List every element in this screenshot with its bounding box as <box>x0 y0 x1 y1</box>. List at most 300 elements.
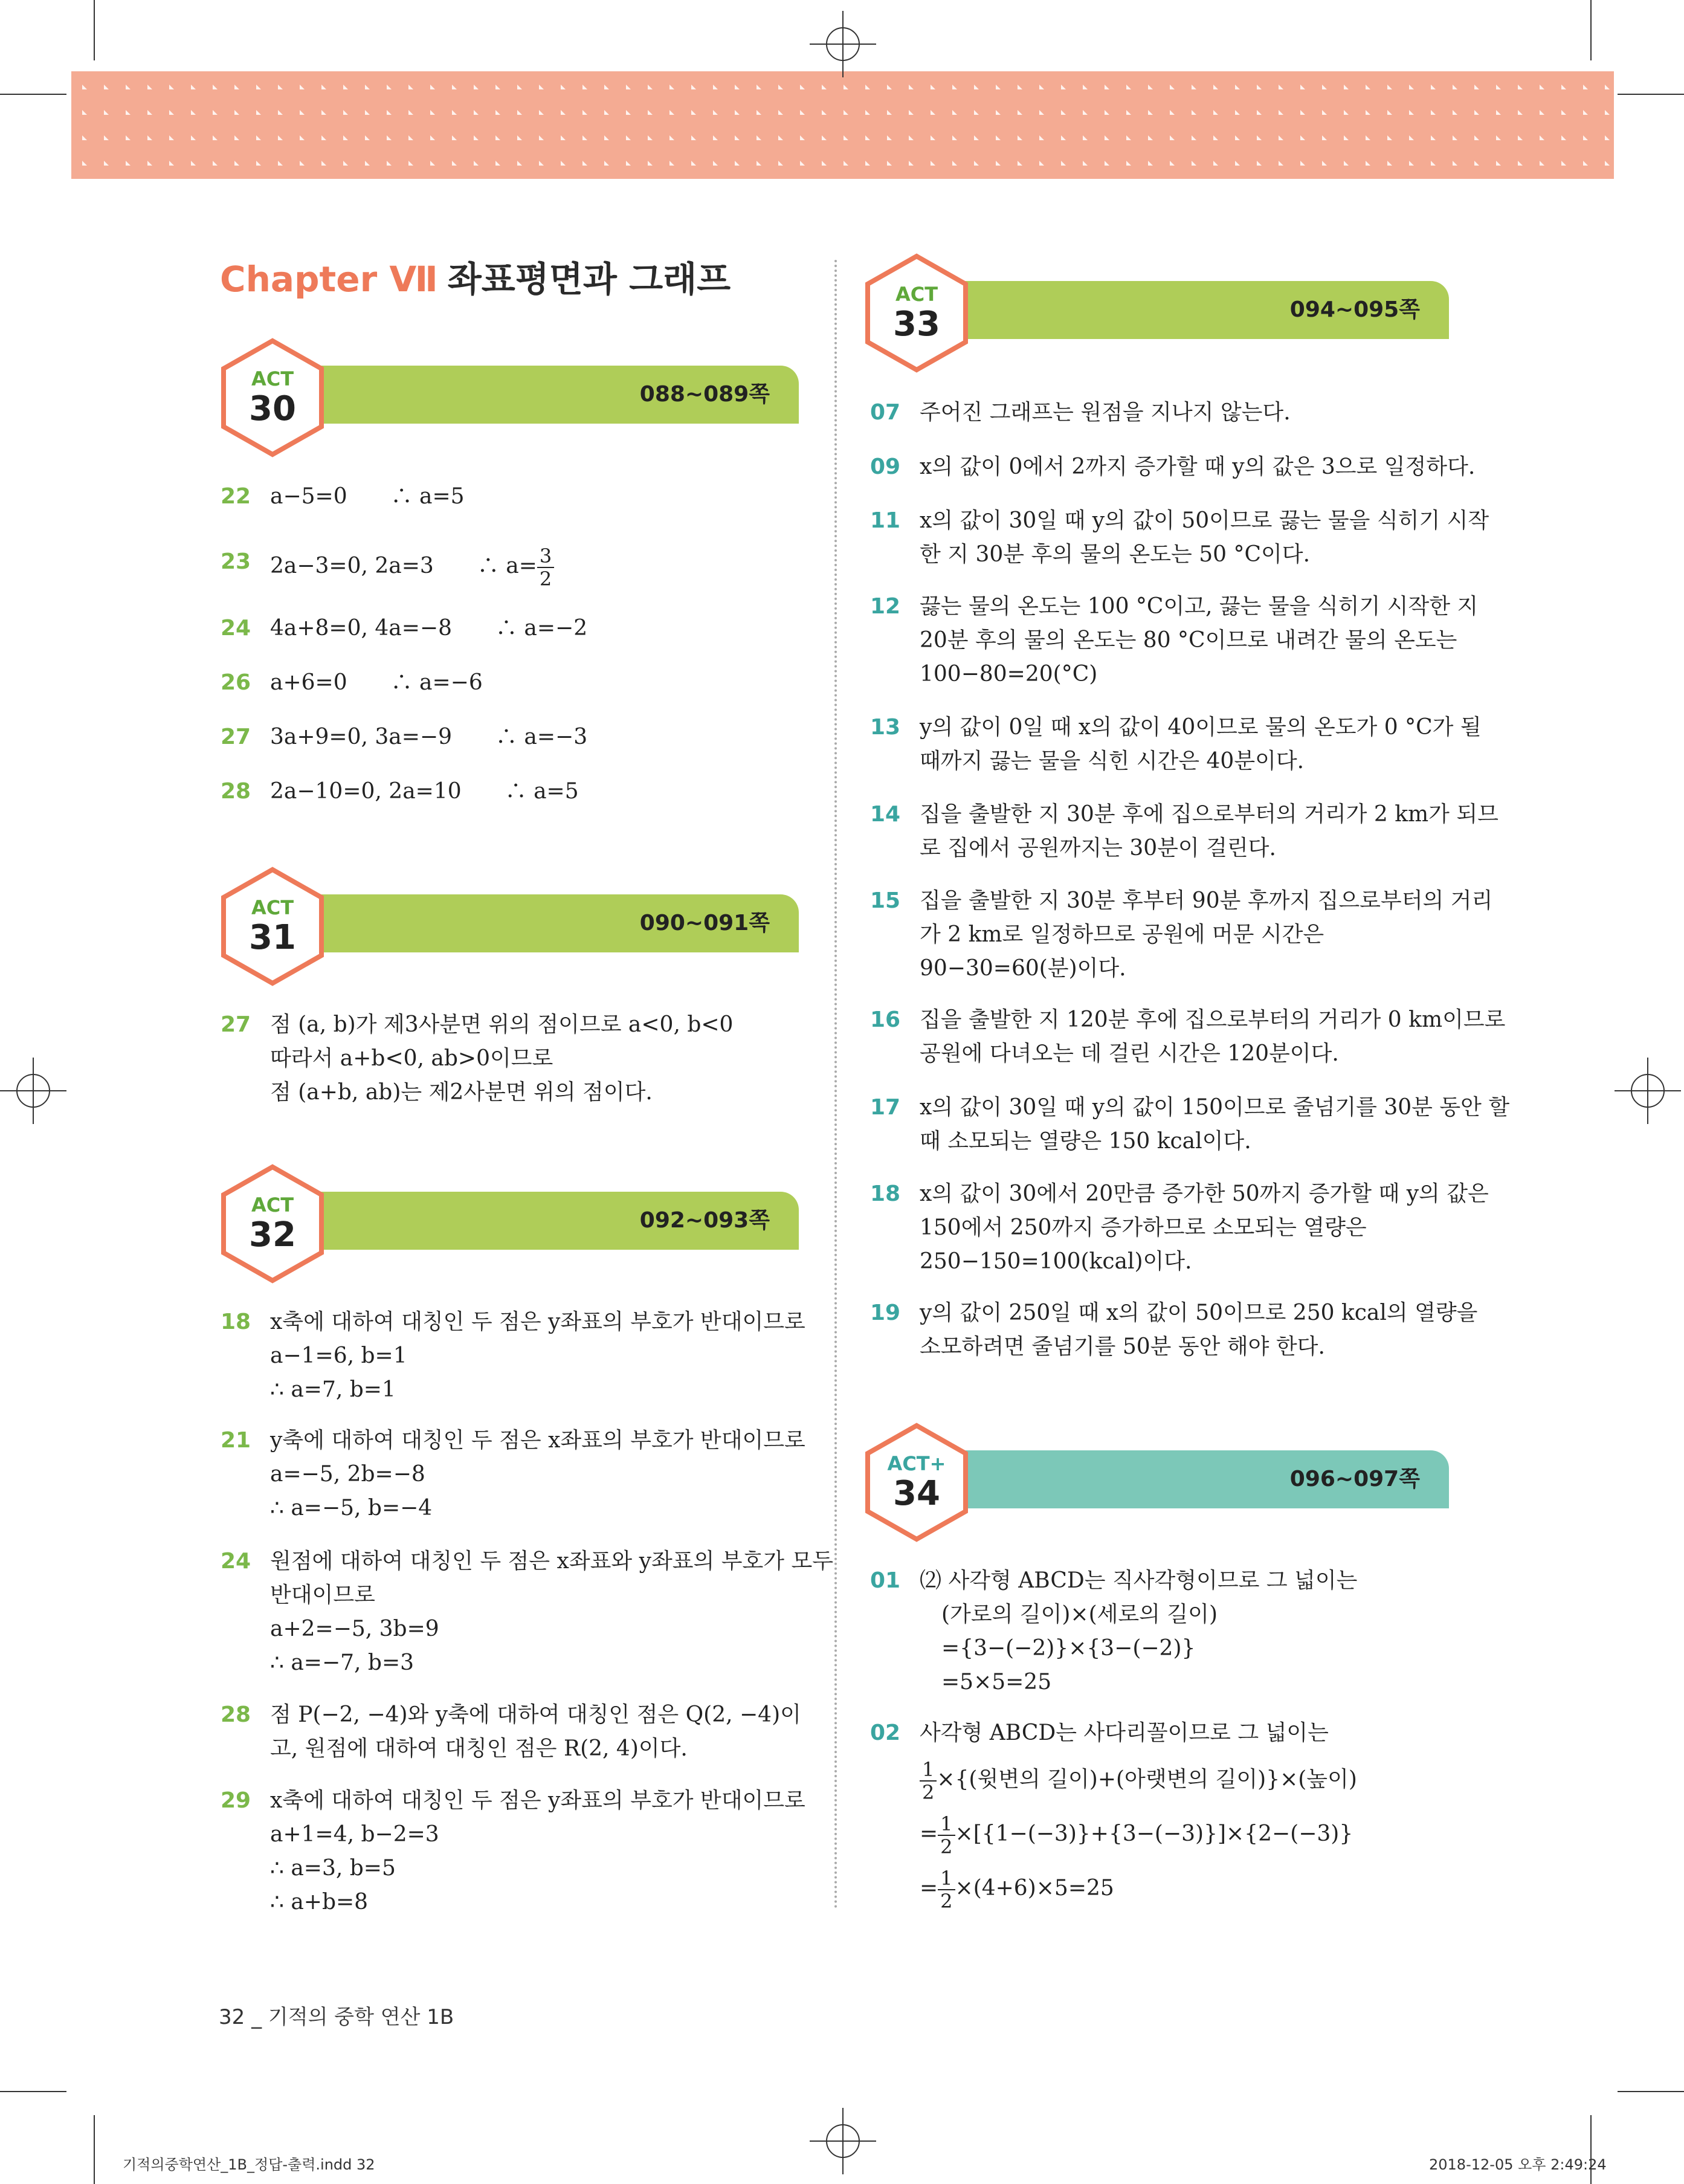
banner-triangle <box>735 161 740 166</box>
banner-triangle <box>626 110 631 115</box>
fraction-denominator: 2 <box>940 1890 953 1913</box>
banner-triangle <box>1431 110 1436 115</box>
banner-triangle <box>408 85 413 89</box>
problem-number: 01 <box>870 1568 901 1593</box>
problem-line: 소모하려면 줄넘기를 50분 동안 해야 한다. <box>920 1334 1325 1359</box>
banner-triangle <box>1583 161 1588 166</box>
banner-triangle <box>626 161 631 166</box>
banner-triangle <box>539 110 544 115</box>
problem-line: a+1=4, b−2=3 <box>270 1822 439 1847</box>
banner-triangle <box>865 110 870 115</box>
banner-triangle <box>1453 135 1457 140</box>
problem-line: ⑵ 사각형 ABCD는 직사각형이므로 그 넓이는 <box>920 1568 1358 1593</box>
banner-triangle <box>1039 110 1044 115</box>
banner-triangle <box>582 110 587 115</box>
banner-triangle <box>147 161 152 166</box>
banner-triangle <box>1474 135 1479 140</box>
banner-triangle <box>1039 161 1044 166</box>
banner-triangle <box>517 85 522 89</box>
banner-triangle <box>1474 85 1479 89</box>
banner-triangle <box>1540 161 1544 166</box>
problem-line: 끓는 물의 온도는 100 °C이고, 끓는 물을 식히기 시작한 지 <box>920 594 1479 619</box>
banner-triangle <box>865 135 870 140</box>
act-34-number: 34 <box>893 1474 940 1513</box>
banner-triangle <box>191 110 196 115</box>
problem-line: 고, 원점에 대하여 대칭인 점은 R(2, 4)이다. <box>270 1736 688 1761</box>
act-30-badge <box>219 337 326 458</box>
banner-triangle <box>82 135 87 140</box>
banner-triangle <box>1366 110 1370 115</box>
problem-line: 2a−3=0, 2a=3 ∴ a= <box>270 554 537 578</box>
problem-line: 150에서 250까지 증가하므로 소모되는 열량은 <box>920 1215 1367 1240</box>
banner-triangle <box>604 85 609 89</box>
crop-line <box>1590 0 1592 60</box>
banner-triangle <box>1605 110 1610 115</box>
problem-line: ∴ a=7, b=1 <box>270 1377 396 1402</box>
banner-triangle <box>713 110 718 115</box>
problem-line: 원점에 대하여 대칭인 두 점은 x좌표와 y좌표의 부호가 모두 <box>270 1549 834 1574</box>
banner-triangle <box>1148 85 1153 89</box>
banner-triangle <box>82 161 87 166</box>
banner-triangle <box>1561 85 1566 89</box>
problem-line: (가로의 길이)×(세로의 길이) <box>920 1602 1218 1627</box>
banner-triangle <box>582 85 587 89</box>
banner-triangle <box>1300 161 1305 166</box>
banner-triangle <box>191 161 196 166</box>
banner-triangle <box>1235 161 1240 166</box>
banner-triangle <box>430 161 435 166</box>
banner-triangle <box>1583 110 1588 115</box>
act-31-bar <box>284 894 799 952</box>
problem-line: x축에 대하여 대칭인 두 점은 y좌표의 부호가 반대이므로 <box>270 1788 805 1813</box>
problem-line: 반대이므로 <box>270 1583 375 1607</box>
banner-triangle <box>1366 135 1370 140</box>
banner-triangle <box>539 85 544 89</box>
banner-triangle <box>1083 161 1088 166</box>
banner-triangle <box>1431 135 1436 140</box>
banner-triangle <box>582 135 587 140</box>
banner-triangle <box>1496 110 1501 115</box>
problem-line: 2a−10=0, 2a=10 ∴ a=5 <box>270 779 579 804</box>
problem-line: ∴ a=−5, b=−4 <box>270 1496 433 1520</box>
act-34-pages: 096~097쪽 <box>1289 1467 1420 1491</box>
banner-triangle <box>278 135 283 140</box>
banner-triangle <box>387 161 392 166</box>
banner-triangle <box>1409 135 1414 140</box>
banner-triangle <box>1496 161 1501 166</box>
banner-triangle <box>909 85 914 89</box>
banner-triangle <box>1518 135 1523 140</box>
banner-triangle <box>1170 110 1175 115</box>
banner-triangle <box>1561 161 1566 166</box>
banner-triangle <box>1192 85 1196 89</box>
banner-triangle <box>1409 161 1414 166</box>
banner-triangle <box>300 85 305 89</box>
banner-triangle <box>713 161 718 166</box>
banner-triangle <box>1235 85 1240 89</box>
banner-triangle <box>1213 135 1218 140</box>
banner-triangle <box>669 161 674 166</box>
problem-line: x축에 대하여 대칭인 두 점은 y좌표의 부호가 반대이므로 <box>270 1310 805 1334</box>
banner-triangle <box>1496 135 1501 140</box>
banner-triangle <box>82 110 87 115</box>
problem-line: y축에 대하여 대칭인 두 점은 x좌표의 부호가 반대이므로 <box>270 1428 805 1453</box>
problem-line: 공원에 다녀오는 데 걸린 시간은 120분이다. <box>920 1041 1339 1066</box>
banner-triangle <box>147 135 152 140</box>
banner-triangle <box>495 85 500 89</box>
banner-triangle <box>1018 85 1022 89</box>
problem-number: 24 <box>221 616 251 641</box>
banner-triangle <box>931 161 935 166</box>
banner-triangle <box>1344 135 1349 140</box>
problem-line: ∴ a+b=8 <box>270 1890 369 1914</box>
act-30-bar <box>284 366 799 424</box>
crop-line <box>0 94 66 95</box>
banner-triangle <box>1518 110 1523 115</box>
banner-triangle <box>1300 110 1305 115</box>
banner-triangle <box>1170 161 1175 166</box>
banner-triangle <box>452 85 457 89</box>
problem-line: y의 값이 0일 때 x의 값이 40이므로 물의 온도가 0 °C가 될 <box>920 715 1482 740</box>
problem-number: 17 <box>870 1095 901 1120</box>
problem-number: 16 <box>870 1007 901 1032</box>
problem-line: a−1=6, b=1 <box>270 1343 407 1368</box>
problem-line: y의 값이 250일 때 x의 값이 50이므로 250 kcal의 열량을 <box>920 1300 1478 1325</box>
print-slug-file: 기적의중학연산_1B_정답-출력.indd 32 <box>123 2156 375 2173</box>
banner-triangle <box>952 135 957 140</box>
problem-line: 4a+8=0, 4a=−8 ∴ a=−2 <box>270 616 588 641</box>
banner-triangle <box>1561 110 1566 115</box>
column-divider <box>834 260 837 1910</box>
banner-triangle <box>234 161 239 166</box>
act-31-pages: 090~091쪽 <box>639 911 770 935</box>
banner-triangle <box>735 110 740 115</box>
problem-line: 따라서 a+b<0, ab>0이므로 <box>270 1046 553 1071</box>
banner-triangle <box>1257 135 1262 140</box>
problem-line: 90−30=60(분)이다. <box>920 956 1126 981</box>
banner-triangle <box>844 110 848 115</box>
banner-triangle <box>713 135 718 140</box>
banner-triangle <box>1192 161 1196 166</box>
banner-triangle <box>561 85 566 89</box>
banner-triangle <box>300 110 305 115</box>
banner-triangle <box>1170 135 1175 140</box>
banner-triangle <box>452 135 457 140</box>
banner-triangle <box>1474 110 1479 115</box>
banner-triangle <box>365 161 370 166</box>
banner-triangle <box>517 135 522 140</box>
banner-triangle <box>365 135 370 140</box>
banner-triangle <box>1540 85 1544 89</box>
banner-triangle <box>844 161 848 166</box>
formula-line <box>920 1813 1357 1858</box>
banner-triangle <box>1366 85 1370 89</box>
banner-triangle <box>561 161 566 166</box>
banner-triangle <box>1039 135 1044 140</box>
act-31-number: 31 <box>249 918 296 957</box>
banner-triangle <box>256 135 261 140</box>
registration-mark-left <box>0 1058 66 1124</box>
fraction <box>938 1813 955 1858</box>
problem-line: ∴ a=3, b=5 <box>270 1856 396 1881</box>
banner-triangle <box>1126 135 1131 140</box>
banner-triangle <box>1322 85 1327 89</box>
banner-triangle <box>1279 161 1283 166</box>
banner-triangle <box>126 110 131 115</box>
banner-triangle <box>974 110 979 115</box>
banner-triangle <box>669 110 674 115</box>
problem-number: 14 <box>870 802 901 827</box>
banner-triangle <box>1344 161 1349 166</box>
banner-triangle <box>887 135 892 140</box>
banner-triangle <box>691 110 696 115</box>
problem-line: 20분 후의 물의 온도는 80 °C이므로 내려간 물의 온도는 <box>920 628 1457 653</box>
banner-triangle <box>1279 135 1283 140</box>
crop-line <box>94 2115 95 2184</box>
banner-triangle <box>996 135 1001 140</box>
problem-line: 점 P(−2, −4)와 y축에 대하여 대칭인 점은 Q(2, −4)이 <box>270 1702 801 1727</box>
problem-number: 28 <box>221 1702 251 1727</box>
problem-number: 18 <box>870 1181 901 1206</box>
banner-triangle <box>1540 135 1544 140</box>
problem-number: 09 <box>870 454 901 479</box>
banner-triangle <box>757 85 761 89</box>
banner-triangle <box>669 85 674 89</box>
banner-triangle <box>1431 161 1436 166</box>
act-33-label: ACT <box>895 283 938 306</box>
banner-triangle <box>822 85 827 89</box>
fraction-numerator: 1 <box>938 1813 955 1836</box>
banner-triangle <box>256 110 261 115</box>
banner-triangle <box>213 110 218 115</box>
banner-triangle <box>430 135 435 140</box>
banner-triangle <box>1105 161 1109 166</box>
page-number: 32 <box>219 2005 245 2029</box>
formula-text: ×{(윗변의 길이)+(아랫변의 길이)}×(높이) <box>937 1767 1357 1792</box>
problem-number: 02 <box>870 1720 901 1745</box>
banner-triangle <box>1039 85 1044 89</box>
act-32-bar <box>284 1192 799 1250</box>
banner-triangle <box>539 161 544 166</box>
fraction <box>938 1867 955 1912</box>
banner-triangle <box>887 110 892 115</box>
banner-triangle <box>1300 85 1305 89</box>
problem-line: a=−5, 2b=−8 <box>270 1462 425 1487</box>
banner-triangle <box>1496 85 1501 89</box>
banner-triangle <box>387 135 392 140</box>
problem-line: 때 소모되는 열량은 150 kcal이다. <box>920 1129 1251 1154</box>
problem-line: 100−80=20(°C) <box>920 662 1098 687</box>
banner-triangle <box>387 85 392 89</box>
banner-triangle <box>648 135 653 140</box>
banner-triangle <box>1344 85 1349 89</box>
banner-triangle <box>648 161 653 166</box>
banner-triangle <box>1453 161 1457 166</box>
banner-triangle <box>1257 110 1262 115</box>
act-30-label: ACT <box>251 367 294 390</box>
banner-triangle <box>104 110 109 115</box>
banner-triangle <box>822 135 827 140</box>
problem-number: 22 <box>221 484 251 509</box>
banner-triangle <box>582 161 587 166</box>
banner-triangle <box>952 161 957 166</box>
banner-triangle <box>648 110 653 115</box>
problem-line: 점 (a, b)가 제3사분면 위의 점이므로 a<0, b<0 <box>270 1012 734 1037</box>
crop-line <box>0 2091 66 2092</box>
banner-triangle <box>1605 135 1610 140</box>
problem-line: 가 2 km로 일정하므로 공원에 머문 시간은 <box>920 922 1324 947</box>
banner-triangle <box>952 85 957 89</box>
banner-triangle <box>430 85 435 89</box>
banner-triangle <box>1105 110 1109 115</box>
banner-triangle <box>82 85 87 89</box>
banner-triangle <box>365 110 370 115</box>
banner-triangle <box>474 110 479 115</box>
banner-triangle <box>757 135 761 140</box>
problem-number: 27 <box>221 725 251 749</box>
banner-triangle <box>1366 161 1370 166</box>
banner-triangle <box>169 110 174 115</box>
banner-triangle <box>191 85 196 89</box>
banner-triangle <box>1474 161 1479 166</box>
problem-line: 로 집에서 공원까지는 30분이 걸린다. <box>920 836 1276 861</box>
banner-triangle <box>408 110 413 115</box>
banner-triangle <box>735 85 740 89</box>
act-33-number: 33 <box>893 305 940 344</box>
banner-triangle <box>1453 85 1457 89</box>
problem-number: 18 <box>221 1310 251 1334</box>
problem-number: 15 <box>870 888 901 913</box>
problem-line: a−5=0 ∴ a=5 <box>270 484 465 509</box>
fraction-denominator: 2 <box>940 1835 953 1858</box>
equals-sign: = <box>920 1821 938 1846</box>
banner-triangle <box>321 110 326 115</box>
banner-triangle <box>278 85 283 89</box>
banner-triangle <box>343 135 348 140</box>
banner-triangle <box>278 110 283 115</box>
banner-triangle <box>1148 110 1153 115</box>
banner-triangle <box>1213 110 1218 115</box>
act-34-label: ACT+ <box>887 1452 946 1475</box>
problem-line: x의 값이 30에서 20만큼 증가한 50까지 증가할 때 y의 값은 <box>920 1181 1489 1206</box>
formula-line <box>920 1867 1357 1912</box>
banner-triangle <box>1018 161 1022 166</box>
banner-triangle <box>234 110 239 115</box>
banner-triangle <box>1235 110 1240 115</box>
act-33-badge <box>863 253 970 373</box>
problem-line: a+6=0 ∴ a=−6 <box>270 670 483 695</box>
banner-triangle <box>474 85 479 89</box>
banner-triangle <box>321 135 326 140</box>
registration-mark-bottom <box>810 2108 876 2174</box>
banner-triangle <box>604 161 609 166</box>
banner-triangle <box>822 161 827 166</box>
registration-mark-top <box>810 11 876 77</box>
banner-triangle <box>169 135 174 140</box>
banner-triangle <box>757 110 761 115</box>
banner-triangle <box>1148 161 1153 166</box>
banner-triangle <box>1083 110 1088 115</box>
problem-line: 주어진 그래프는 원점을 지나지 않는다. <box>920 400 1291 425</box>
banner-triangle <box>1061 110 1066 115</box>
banner-triangle <box>626 135 631 140</box>
banner-triangle <box>778 110 783 115</box>
banner-triangle <box>1148 135 1153 140</box>
banner-triangle <box>1018 135 1022 140</box>
fraction-numerator: 3 <box>537 545 554 568</box>
problem-line: x의 값이 0에서 2까지 증가할 때 y의 값은 3으로 일정하다. <box>920 454 1476 479</box>
banner-triangle <box>757 161 761 166</box>
banner-triangle <box>169 161 174 166</box>
banner-triangle <box>343 110 348 115</box>
banner-triangle <box>1409 110 1414 115</box>
banner-triangle <box>800 161 805 166</box>
banner-triangle <box>387 110 392 115</box>
banner-triangle <box>974 161 979 166</box>
problem-number: 07 <box>870 400 901 425</box>
fraction-numerator: 1 <box>938 1867 955 1890</box>
crop-line <box>1618 2091 1684 2092</box>
banner-triangle <box>452 161 457 166</box>
banner-triangle <box>1583 135 1588 140</box>
banner-triangle <box>604 135 609 140</box>
problem-line: ∴ a=−7, b=3 <box>270 1650 415 1675</box>
banner-triangle <box>104 161 109 166</box>
banner-triangle <box>822 110 827 115</box>
chapter-title <box>220 251 731 302</box>
banner-triangle <box>931 110 935 115</box>
problem-line: a+2=−5, 3b=9 <box>270 1617 439 1641</box>
top-banner <box>71 71 1614 179</box>
banner-triangle <box>1192 110 1196 115</box>
banner-triangle <box>1431 85 1436 89</box>
banner-triangle <box>408 161 413 166</box>
banner-triangle <box>408 135 413 140</box>
page-footer <box>219 2000 454 2030</box>
problem-number: 23 <box>221 549 251 574</box>
banner-triangle <box>1105 85 1109 89</box>
banner-pattern <box>71 71 1614 179</box>
banner-triangle <box>213 135 218 140</box>
problem-line: ={3−(−2)}×{3−(−2)} <box>920 1636 1196 1661</box>
banner-triangle <box>1605 85 1610 89</box>
banner-triangle <box>169 85 174 89</box>
banner-triangle <box>1279 85 1283 89</box>
banner-triangle <box>126 161 131 166</box>
act-30-number: 30 <box>249 389 296 428</box>
act-34-badge <box>863 1422 970 1543</box>
banner-triangle <box>648 85 653 89</box>
banner-triangle <box>691 135 696 140</box>
problem-line: 집을 출발한 지 30분 후에 집으로부터의 거리가 2 km가 되므 <box>920 802 1499 827</box>
banner-triangle <box>909 135 914 140</box>
banner-triangle <box>213 85 218 89</box>
banner-triangle <box>800 110 805 115</box>
problem-number: 27 <box>221 1012 251 1037</box>
banner-triangle <box>1387 135 1392 140</box>
banner-triangle <box>1279 110 1283 115</box>
banner-triangle <box>778 161 783 166</box>
banner-triangle <box>213 161 218 166</box>
problem-line: 점 (a+b, ab)는 제2사분면 위의 점이다. <box>270 1080 653 1105</box>
problem-number: 21 <box>221 1428 251 1453</box>
banner-triangle <box>1126 161 1131 166</box>
act-33-pages: 094~095쪽 <box>1289 297 1420 322</box>
banner-triangle <box>691 85 696 89</box>
banner-triangle <box>1583 85 1588 89</box>
banner-triangle <box>1453 110 1457 115</box>
banner-triangle <box>321 161 326 166</box>
